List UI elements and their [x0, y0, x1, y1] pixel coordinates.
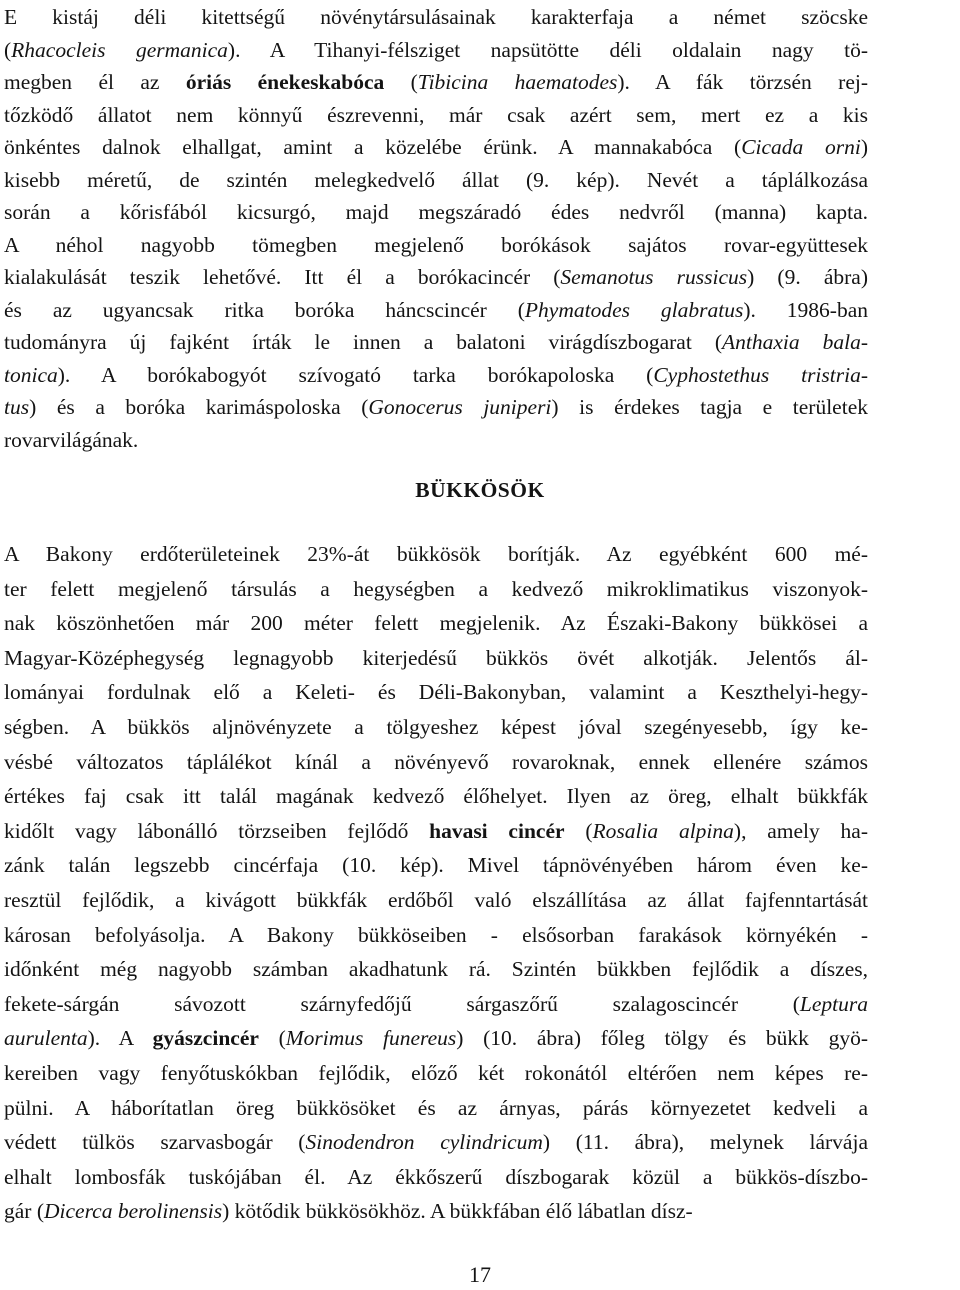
text-line — [4, 885, 868, 915]
text-line — [4, 132, 868, 162]
page-number: 17 — [469, 1262, 491, 1287]
latin-name: Rosalia alpina — [592, 818, 734, 843]
text-run: resztül fejlődik, a kivágott bükkfák erdőből való elszállítása az állat fajfenntartását — [4, 888, 868, 912]
text-run: ) — [860, 135, 868, 159]
text-line — [4, 608, 868, 638]
text-line — [4, 1127, 868, 1157]
text-line — [4, 954, 868, 984]
text-line — [4, 165, 868, 195]
text-run: ( — [384, 70, 418, 94]
text-run: A Bakony erdőterületeinek 23%-át bükkösök borítják. Az egyébként 600 mé- — [4, 542, 868, 566]
latin-name: Cicada orni — [741, 135, 861, 159]
text-run: önkéntes dalnok elhallgat, amint a közelébe érünk. A mannakabóca ( — [4, 135, 742, 159]
text-run: A néhol nagyobb tömegben megjelenő borókások sajátos rovar-együttesek — [4, 232, 868, 257]
text-run: fekete-sárgán sávozott szárnyfedőjű sárgaszőrű szalagoscincér ( — [4, 991, 800, 1016]
text-run: nak köszönhetően már 200 méter felett megjelenik. Az Északi-Bakony bükkösei a — [4, 611, 868, 636]
latin-name: Cyphostethus tristria- — [653, 362, 868, 387]
text-run: ). A — [87, 1026, 153, 1051]
text-line — [4, 295, 868, 325]
latin-name: Leptura — [799, 991, 868, 1016]
text-run: ) és a boróka karimáspoloska ( — [29, 395, 369, 419]
text-run: pülni. A háborítatlan öreg bükkösöket és az árnyas, párás környezetet kedveli a — [4, 1095, 868, 1120]
text-line — [4, 360, 868, 390]
text-run: ségben. A bükkös aljnövényzete a tölgyeshez képest jóval szegényesebb, így ke- — [4, 715, 868, 739]
text-run: tőzködő állatot nem könnyű észrevenni, már csak azért sem, mert ez a kis — [4, 102, 868, 127]
text-run: ) kötődik bükkösökhöz. A bükkfában élő lábatlan dísz- — [222, 1199, 693, 1224]
latin-name: Dicerca berolinensis — [44, 1199, 223, 1224]
text-run: kereiben vagy fenyőtuskókban fejlődik, előző két rokonától eltérően nem képes re- — [4, 1061, 868, 1085]
text-run: ) (9. ábra) — [747, 265, 868, 289]
text-line — [4, 747, 868, 777]
text-run: ). A Tihanyi-félsziget napsütötte déli oldalain nagy tö- — [227, 37, 868, 62]
text-run: ). A borókabogyót szívogató tarka borókapoloska ( — [57, 362, 654, 387]
text-run: E kistáj déli kitettségű növénytársulásainak karakterfaja a német szöcske — [4, 5, 868, 29]
text-line — [4, 327, 868, 357]
text-run: kidőlt vagy lábonálló törzseiben fejlődő — [4, 818, 430, 843]
text-run: ) (11. ábra), melynek lárvája — [542, 1130, 868, 1155]
text-line — [4, 2, 868, 32]
text-run: ) is érdekes tagja e területek — [551, 395, 868, 419]
text-run: ). A fák törzsén rej- — [617, 70, 868, 94]
text-run: kialakulását teszik lehetővé. Itt él a borókacincér ( — [4, 265, 561, 289]
text-run: elhalt lombosfák tuskójában él. Az ékkőszerű díszbogarak közül a bükkös-díszbo- — [4, 1164, 868, 1189]
latin-name: tus — [4, 395, 30, 419]
text-run: ( — [258, 1026, 286, 1051]
text-run: ( — [564, 818, 593, 843]
latin-name: Tibicina haematodes — [417, 70, 618, 94]
text-run: megben él az — [4, 70, 186, 94]
text-line — [4, 425, 868, 455]
text-run: vésbé változatos táplálékot kínál a növényevő rovaroknak, ennek ellenére számos — [4, 749, 868, 774]
text-run: gár ( — [4, 1199, 44, 1224]
text-line — [4, 392, 868, 422]
text-line — [4, 262, 868, 292]
text-run: ter felett megjelenő társulás a hegységben a kedvező mikroklimatikus viszonyok- — [4, 576, 868, 601]
text-run: és az ugyancsak ritka boróka háncscincér ( — [4, 297, 525, 322]
text-run: károsan befolyásolja. A Bakony bükköseiben - elsősorban farakások környékén - — [4, 922, 868, 947]
text-line — [4, 712, 868, 742]
highlighted-species: gyászcincér — [152, 1026, 259, 1051]
latin-name: Semanotus russicus — [560, 265, 748, 289]
latin-name: tonica — [4, 362, 58, 387]
text-line — [4, 1023, 868, 1053]
text-run: ( — [4, 37, 12, 62]
text-run: rovarvilágának. — [4, 427, 139, 452]
text-line — [4, 989, 868, 1019]
latin-name: Anthaxia bala- — [721, 330, 868, 354]
text-line — [4, 100, 868, 130]
latin-name: aurulenta — [4, 1026, 88, 1051]
text-line — [4, 539, 868, 569]
text-run: tudományra új fajként írták le innen a balatoni virágdíszbogarat ( — [4, 330, 722, 354]
text-line — [4, 781, 868, 811]
highlighted-species: havasi cincér — [429, 818, 565, 843]
text-line — [4, 35, 868, 65]
text-line — [4, 197, 868, 227]
latin-name: Sinodendron cylindricum — [305, 1130, 543, 1155]
latin-name: Rhacocleis germanica — [11, 37, 228, 62]
text-line — [4, 574, 868, 604]
latin-name: Phymatodes glabratus — [524, 297, 744, 322]
text-run: időnként még nagyobb számban akadhatunk rá. Szintén bükkben fejlődik a díszes, — [4, 957, 868, 982]
text-line — [4, 230, 868, 260]
text-line — [4, 1058, 868, 1088]
highlighted-species: óriás énekeskabóca — [185, 70, 385, 94]
text-run: Magyar-Középhegység legnagyobb kiterjedésű bükkös övét alkotják. Jelentős ál- — [4, 645, 868, 670]
text-line — [4, 67, 868, 97]
text-line — [4, 920, 868, 950]
section-heading-text: BÜKKÖSÖK — [415, 478, 545, 502]
text-line — [4, 1196, 868, 1226]
text-line — [4, 850, 868, 880]
text-run: értékes faj csak itt talál magának kedvező élőhelyet. Ilyen az öreg, elhalt bükkfák — [4, 784, 868, 809]
text-line — [4, 816, 868, 846]
latin-name: Gonocerus juniperi — [368, 395, 552, 419]
latin-name: Morimus funereus — [285, 1026, 457, 1051]
text-run: védett tülkös szarvasbogár ( — [4, 1130, 306, 1155]
text-run: ), amely ha- — [733, 818, 868, 843]
text-run: ). 1986-ban — [743, 297, 868, 322]
text-run: zánk talán legszebb cincérfaja (10. kép). Mivel tápnövényében három éven ke- — [4, 853, 868, 878]
text-line — [4, 1093, 868, 1123]
section-heading — [0, 478, 960, 503]
text-run: kisebb méretű, de szintén melegkedvelő állat (9. kép). Nevét a táplálkozása — [4, 167, 868, 192]
text-run: lományai fordulnak elő a Keleti- és Déli-Bakonyban, valamint a Keszthelyi-hegy- — [4, 680, 868, 705]
text-line — [4, 643, 868, 673]
text-run: ) (10. ábra) főleg tölgy és bükk gyö- — [456, 1026, 868, 1051]
text-line — [4, 677, 868, 707]
text-run: során a kőrisfából kicsurgó, majd megszáradó édes nedvről (manna) kapta. — [4, 200, 868, 224]
text-line — [4, 1162, 868, 1192]
